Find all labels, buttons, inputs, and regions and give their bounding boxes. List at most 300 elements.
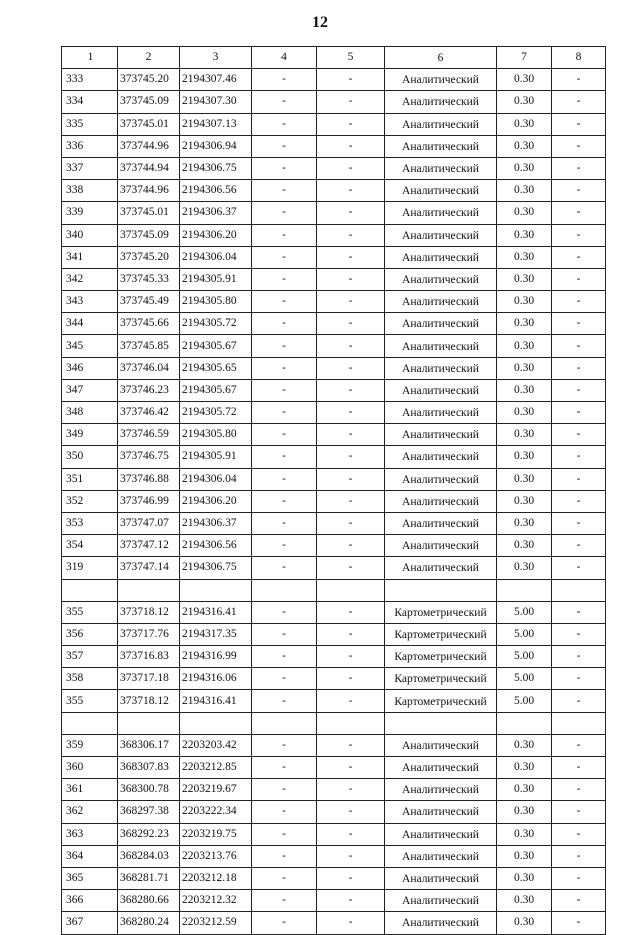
method-cell: Аналитический [385,779,497,801]
y-coordinate-cell: 2194306.37 [180,512,252,534]
col4-cell: - [252,246,317,268]
y-coordinate-cell: 2194307.13 [180,113,252,135]
point-number-cell: 337 [62,157,118,179]
col4-cell: - [252,601,317,623]
y-coordinate-cell: 2194306.20 [180,224,252,246]
method-cell: Картометрический [385,646,497,668]
col5-cell: - [317,601,385,623]
method-cell: Аналитический [385,845,497,867]
table-row [62,490,606,512]
method-cell: Аналитический [385,268,497,290]
table-row [62,601,606,623]
method-cell: Аналитический [385,890,497,912]
x-coordinate-cell: 373745.33 [118,268,180,290]
accuracy-cell: 0.30 [497,91,552,113]
method-cell [385,712,497,734]
y-coordinate-cell: 2194316.41 [180,690,252,712]
x-coordinate-cell: 373747.07 [118,512,180,534]
method-cell: Аналитический [385,512,497,534]
y-coordinate-cell: 2194306.56 [180,535,252,557]
y-coordinate-cell: 2203212.59 [180,912,252,934]
point-number-cell: 349 [62,424,118,446]
col8-cell: - [552,69,606,91]
col4-cell: - [252,690,317,712]
x-coordinate-cell: 373745.01 [118,202,180,224]
col5-cell: - [317,69,385,91]
method-cell: Аналитический [385,757,497,779]
y-coordinate-cell: 2194306.04 [180,246,252,268]
accuracy-cell: 0.30 [497,557,552,579]
accuracy-cell: 0.30 [497,912,552,934]
y-coordinate-cell: 2194306.75 [180,157,252,179]
x-coordinate-cell: 373745.49 [118,291,180,313]
col5-cell: - [317,135,385,157]
x-coordinate-cell: 373745.20 [118,69,180,91]
method-cell: Аналитический [385,446,497,468]
table-row [62,202,606,224]
x-coordinate-cell: 373745.09 [118,91,180,113]
col8-cell: - [552,734,606,756]
method-cell: Аналитический [385,313,497,335]
col4-cell: - [252,646,317,668]
y-coordinate-cell: 2203219.67 [180,779,252,801]
table-row [62,402,606,424]
x-coordinate-cell: 368280.66 [118,890,180,912]
x-coordinate-cell: 373746.04 [118,357,180,379]
table-row [62,779,606,801]
col5-cell: - [317,202,385,224]
point-number-cell: 351 [62,468,118,490]
col8-cell: - [552,224,606,246]
point-number-cell: 336 [62,135,118,157]
accuracy-cell: 0.30 [497,535,552,557]
method-cell: Аналитический [385,823,497,845]
col4-cell: - [252,823,317,845]
method-cell: Аналитический [385,246,497,268]
table-row [62,446,606,468]
table-row [62,623,606,645]
col5-cell: - [317,845,385,867]
col4-cell: - [252,845,317,867]
y-coordinate-cell: 2203212.85 [180,757,252,779]
col5-cell: - [317,335,385,357]
method-cell: Аналитический [385,69,497,91]
col8-cell: - [552,379,606,401]
col8-cell: - [552,246,606,268]
col4-cell: - [252,268,317,290]
y-coordinate-cell: 2203203.42 [180,734,252,756]
table-row [62,801,606,823]
col8-cell: - [552,779,606,801]
y-coordinate-cell: 2203213.76 [180,845,252,867]
table-row [62,757,606,779]
method-cell: Аналитический [385,490,497,512]
col5-cell: - [317,313,385,335]
col4-cell: - [252,801,317,823]
x-coordinate-cell: 373746.59 [118,424,180,446]
point-number-cell: 354 [62,535,118,557]
col4-cell: - [252,623,317,645]
table-row [62,268,606,290]
table-row [62,180,606,202]
col5-cell: - [317,468,385,490]
point-number-cell: 338 [62,180,118,202]
point-number-cell: 347 [62,379,118,401]
col8-cell: - [552,91,606,113]
col5-cell: - [317,867,385,889]
table-row [62,912,606,934]
col8-cell: - [552,313,606,335]
col8-cell: - [552,668,606,690]
point-number-cell: 365 [62,867,118,889]
accuracy-cell: 0.30 [497,224,552,246]
col4-cell: - [252,379,317,401]
column-header: 8 [552,47,606,69]
column-header: 5 [317,47,385,69]
x-coordinate-cell: 368306.17 [118,734,180,756]
table-row [62,646,606,668]
col5-cell: - [317,557,385,579]
col4-cell: - [252,135,317,157]
col5-cell: - [317,379,385,401]
col8-cell: - [552,180,606,202]
accuracy-cell: 0.30 [497,313,552,335]
col5-cell: - [317,690,385,712]
x-coordinate-cell: 368280.24 [118,912,180,934]
col4-cell: - [252,490,317,512]
col5-cell: - [317,757,385,779]
column-header: 4 [252,47,317,69]
table-row [62,867,606,889]
col4-cell: - [252,91,317,113]
x-coordinate-cell: 368284.03 [118,845,180,867]
table-row [62,357,606,379]
point-number-cell: 357 [62,646,118,668]
accuracy-cell: 0.30 [497,246,552,268]
point-number-cell [62,579,118,601]
col4-cell: - [252,734,317,756]
method-cell: Картометрический [385,623,497,645]
accuracy-cell: 5.00 [497,668,552,690]
x-coordinate-cell: 373745.09 [118,224,180,246]
y-coordinate-cell: 2194305.67 [180,379,252,401]
accuracy-cell: 0.30 [497,335,552,357]
method-cell [385,579,497,601]
col5-cell: - [317,180,385,202]
x-coordinate-cell: 368281.71 [118,867,180,889]
point-number-cell: 353 [62,512,118,534]
table-row [62,379,606,401]
x-coordinate-cell: 373718.12 [118,601,180,623]
col4-cell: - [252,468,317,490]
point-number-cell: 361 [62,779,118,801]
col8-cell: - [552,424,606,446]
col8-cell: - [552,335,606,357]
col4-cell: - [252,535,317,557]
col5-cell: - [317,268,385,290]
y-coordinate-cell: 2194305.91 [180,268,252,290]
col5-cell: - [317,646,385,668]
y-coordinate-cell: 2194306.75 [180,557,252,579]
point-number-cell: 359 [62,734,118,756]
method-cell: Аналитический [385,912,497,934]
col8-cell: - [552,890,606,912]
col5-cell: - [317,535,385,557]
method-cell: Аналитический [385,157,497,179]
y-coordinate-cell: 2194316.06 [180,668,252,690]
col5-cell: - [317,157,385,179]
point-number-cell: 360 [62,757,118,779]
col5-cell: - [317,402,385,424]
col8-cell: - [552,157,606,179]
col4-cell: - [252,446,317,468]
col5-cell [317,579,385,601]
point-number-cell: 358 [62,668,118,690]
col5-cell: - [317,446,385,468]
point-number-cell: 335 [62,113,118,135]
col5-cell: - [317,734,385,756]
column-header: 6 [385,47,497,69]
x-coordinate-cell: 373747.12 [118,535,180,557]
x-coordinate-cell: 373717.18 [118,668,180,690]
point-number-cell: 348 [62,402,118,424]
x-coordinate-cell: 373747.14 [118,557,180,579]
accuracy-cell: 0.30 [497,446,552,468]
method-cell: Картометрический [385,668,497,690]
table-row [62,313,606,335]
x-coordinate-cell: 373746.99 [118,490,180,512]
col4-cell: - [252,402,317,424]
table-row [62,91,606,113]
method-cell: Аналитический [385,135,497,157]
y-coordinate-cell: 2194316.41 [180,601,252,623]
col4-cell: - [252,69,317,91]
col5-cell: - [317,490,385,512]
table-row [62,579,606,601]
method-cell: Аналитический [385,113,497,135]
col4-cell: - [252,335,317,357]
table-row [62,734,606,756]
page-number: 12 [312,14,328,31]
point-number-cell: 355 [62,601,118,623]
y-coordinate-cell: 2194305.91 [180,446,252,468]
table-row [62,557,606,579]
x-coordinate-cell: 373745.85 [118,335,180,357]
col4-cell: - [252,757,317,779]
x-coordinate-cell: 368307.83 [118,757,180,779]
accuracy-cell: 0.30 [497,823,552,845]
table-row [62,535,606,557]
y-coordinate-cell: 2194306.56 [180,180,252,202]
x-coordinate-cell [118,712,180,734]
accuracy-cell: 0.30 [497,845,552,867]
y-coordinate-cell: 2194305.80 [180,291,252,313]
point-number-cell: 364 [62,845,118,867]
col8-cell: - [552,135,606,157]
method-cell: Картометрический [385,601,497,623]
accuracy-cell [497,712,552,734]
method-cell: Аналитический [385,291,497,313]
point-number-cell: 343 [62,291,118,313]
col8-cell: - [552,646,606,668]
accuracy-cell: 0.30 [497,757,552,779]
col8-cell: - [552,757,606,779]
col8-cell: - [552,202,606,224]
col8-cell [552,712,606,734]
accuracy-cell: 5.00 [497,690,552,712]
table-row [62,135,606,157]
col8-cell: - [552,402,606,424]
col5-cell: - [317,113,385,135]
col8-cell [552,579,606,601]
method-cell: Аналитический [385,801,497,823]
y-coordinate-cell: 2194306.04 [180,468,252,490]
col4-cell [252,579,317,601]
col4-cell: - [252,180,317,202]
x-coordinate-cell: 373744.94 [118,157,180,179]
col4-cell: - [252,157,317,179]
col4-cell [252,712,317,734]
accuracy-cell: 0.30 [497,402,552,424]
table-row [62,890,606,912]
col8-cell: - [552,801,606,823]
method-cell: Аналитический [385,867,497,889]
method-cell: Аналитический [385,535,497,557]
accuracy-cell: 0.30 [497,801,552,823]
point-number-cell: 334 [62,91,118,113]
y-coordinate-cell: 2194305.72 [180,402,252,424]
y-coordinate-cell: 2194317.35 [180,623,252,645]
x-coordinate-cell: 373746.42 [118,402,180,424]
col4-cell: - [252,313,317,335]
x-coordinate-cell: 368292.23 [118,823,180,845]
col5-cell: - [317,668,385,690]
col8-cell: - [552,557,606,579]
col4-cell: - [252,291,317,313]
y-coordinate-cell: 2194307.30 [180,91,252,113]
x-coordinate-cell: 373744.96 [118,135,180,157]
col8-cell: - [552,490,606,512]
col8-cell: - [552,446,606,468]
col5-cell: - [317,424,385,446]
x-coordinate-cell: 373745.20 [118,246,180,268]
table-row [62,823,606,845]
accuracy-cell: 0.30 [497,779,552,801]
col4-cell: - [252,512,317,534]
col8-cell: - [552,535,606,557]
accuracy-cell: 0.30 [497,490,552,512]
y-coordinate-cell: 2194306.20 [180,490,252,512]
table-row [62,291,606,313]
x-coordinate-cell: 373717.76 [118,623,180,645]
y-coordinate-cell [180,579,252,601]
col4-cell: - [252,912,317,934]
y-coordinate-cell [180,712,252,734]
table-row [62,845,606,867]
col8-cell: - [552,113,606,135]
table-header-row [62,47,606,69]
accuracy-cell: 0.30 [497,424,552,446]
x-coordinate-cell: 373746.23 [118,379,180,401]
method-cell: Аналитический [385,357,497,379]
x-coordinate-cell: 373716.83 [118,646,180,668]
col4-cell: - [252,224,317,246]
accuracy-cell: 0.30 [497,202,552,224]
y-coordinate-cell: 2203219.75 [180,823,252,845]
point-number-cell: 352 [62,490,118,512]
accuracy-cell: 5.00 [497,646,552,668]
accuracy-cell: 0.30 [497,867,552,889]
accuracy-cell: 0.30 [497,268,552,290]
col8-cell: - [552,291,606,313]
y-coordinate-cell: 2194306.94 [180,135,252,157]
col5-cell: - [317,823,385,845]
col8-cell: - [552,357,606,379]
y-coordinate-cell: 2203212.18 [180,867,252,889]
method-cell: Аналитический [385,402,497,424]
point-number-cell: 345 [62,335,118,357]
y-coordinate-cell: 2194316.99 [180,646,252,668]
col8-cell: - [552,823,606,845]
point-number-cell: 355 [62,690,118,712]
col8-cell: - [552,845,606,867]
point-number-cell: 363 [62,823,118,845]
table-row [62,246,606,268]
method-cell: Аналитический [385,468,497,490]
method-cell: Аналитический [385,379,497,401]
point-number-cell: 333 [62,69,118,91]
method-cell: Картометрический [385,690,497,712]
col4-cell: - [252,890,317,912]
col5-cell: - [317,91,385,113]
col8-cell: - [552,912,606,934]
point-number-cell: 339 [62,202,118,224]
point-number-cell: 319 [62,557,118,579]
y-coordinate-cell: 2203222.34 [180,801,252,823]
col8-cell: - [552,268,606,290]
point-number-cell: 342 [62,268,118,290]
x-coordinate-cell: 368300.78 [118,779,180,801]
x-coordinate-cell [118,579,180,601]
method-cell: Аналитический [385,557,497,579]
col4-cell: - [252,202,317,224]
col4-cell: - [252,113,317,135]
accuracy-cell: 0.30 [497,69,552,91]
col8-cell: - [552,468,606,490]
col5-cell: - [317,912,385,934]
table-row [62,468,606,490]
col4-cell: - [252,867,317,889]
method-cell: Аналитический [385,734,497,756]
y-coordinate-cell: 2194305.80 [180,424,252,446]
accuracy-cell: 5.00 [497,623,552,645]
method-cell: Аналитический [385,224,497,246]
accuracy-cell: 0.30 [497,734,552,756]
col8-cell: - [552,690,606,712]
col4-cell: - [252,779,317,801]
point-number-cell [62,712,118,734]
col5-cell [317,712,385,734]
method-cell: Аналитический [385,91,497,113]
column-header: 7 [497,47,552,69]
accuracy-cell: 0.30 [497,135,552,157]
col4-cell: - [252,357,317,379]
column-header: 2 [118,47,180,69]
accuracy-cell: 0.30 [497,468,552,490]
col5-cell: - [317,779,385,801]
y-coordinate-cell: 2194305.65 [180,357,252,379]
point-number-cell: 367 [62,912,118,934]
